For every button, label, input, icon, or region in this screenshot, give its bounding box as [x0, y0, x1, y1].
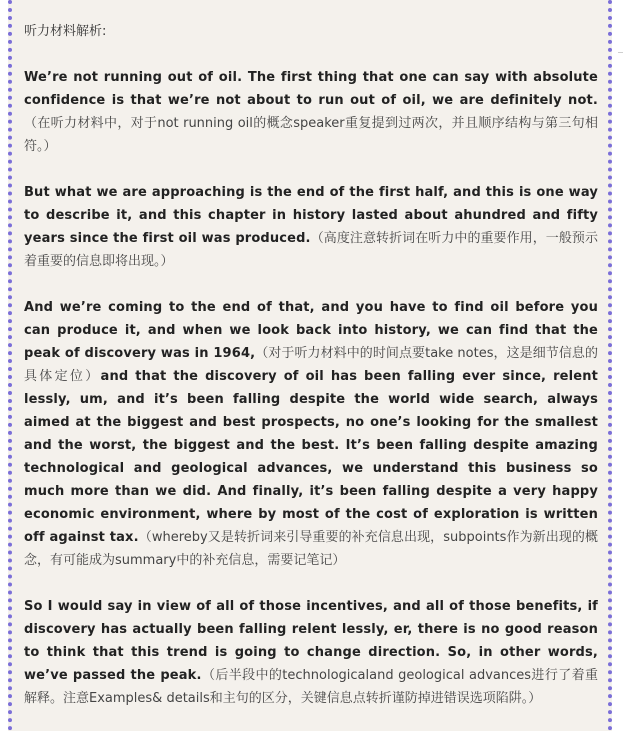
paragraph-note: （后半段中的technologicaland geological advances进行了着重解释。注意Examples& details和主句的区分，关键信息点转折谨防掉进错误选项陷阱。） [24, 668, 598, 706]
section-header: 听力材料解析: [24, 24, 107, 39]
paragraph-2 [24, 181, 598, 273]
paragraph-text: and that the discovery of oil has been falling ever since, relent lessly, um, and it’s been falling despite the world wide search, always aimed at the biggest and best prospects, no one’s looking for the smallest and the worst, the biggest and the best. It’s been falling despite amazing technological and geological advances, we understand this business so much more than we did. And finally, it’s been falling despite a very happy economic environment, where by most of the cost of exploration is written off against tax. [24, 369, 598, 545]
paragraph-note: （whereby又是转折词来引导重要的补充信息出现，subpoints作为新出现的概念，有可能成为summary中的补充信息，需要记笔记） [24, 530, 598, 568]
article-content [24, 20, 598, 733]
paragraph-text: So I would say in view of all of those incentives, and all of those benefits, if discovery has actually been falling relent lessly, er, there is no good reason to think that this trend is going to change direction. So, in other words, we’ve passed the peak. [24, 599, 598, 683]
paragraph-note: （对于听力材料中的时间点要take notes，这是细节信息的具体定位） [24, 346, 598, 384]
paragraph-1 [24, 66, 598, 158]
paragraph-text: And we’re coming to the end of that, and you have to find oil before you can produce it, and when we look back into history, we can find that the peak of discovery was in 1964, [24, 300, 598, 361]
paragraph-3 [24, 296, 598, 572]
divider [618, 52, 623, 53]
paragraph-note: （在听力材料中，对于not running oil的概念speaker重复提到过两次，并且顺序结构与第三句相符。） [24, 116, 598, 154]
paragraph-note: （高度注意转折词在听力中的重要作用，一般预示着重要的信息即将出现。） [24, 231, 598, 269]
paragraph-text: But what we are approaching is the end of the first half, and this is one way to describe it, and this chapter in history lasted about ahundred and fifty years since the first oil was produced. [24, 185, 598, 246]
paragraph-4 [24, 595, 598, 710]
paragraph-text: We’re not running out of oil. The first thing that one can say with absolute confidence is that we’re not about to run out of oil, we are definitely not. [24, 70, 598, 108]
